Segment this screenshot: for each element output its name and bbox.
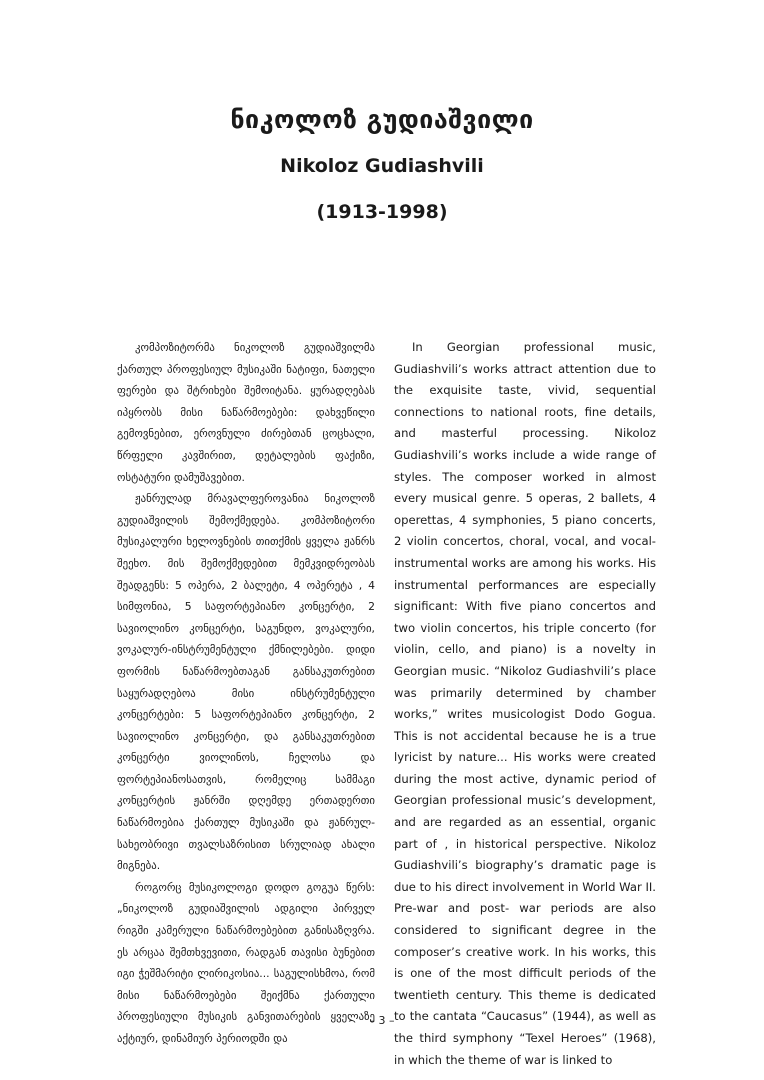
title-georgian: ნიკოლოზ გუდიაშვილი xyxy=(230,105,534,134)
english-paragraph-1: In Georgian professional music, Gudiashvili’s works attract attention due to the exquisite taste, vivid, sequential connections to national roots, fine details, and masterful processing. Nikoloz Gudiashvili’s works include a wide range of styles. The composer worked in almost every musical genre. 5 operas, 2 ballets, 4 operettas, 4 symphonies, 5 piano concerts, 2 violin concertos, choral, vocal, and vocal-instrumental works are among his works. His instrumental performances are especially significant: With five piano concertos and two violin concertos, his triple concerto (for violin, cello, and piano) is a novelty in Georgian music. “Nikoloz Gudiashvili’s place was primarily determined by chamber works,” writes musicologist Dodo Gogua. This is not accidental because he is a true lyricist by nature... His works were created during the most active, dynamic period of Georgian professional music’s development, and are regarded as an essential, organic part of , in historical perspective. Nikoloz Gudiashvili’s biography’s dramatic page is due to his direct involvement in World War II. Pre-war and post- war periods are also considered to significant degree in the composer’s creative work. In his works, this is one of the most difficult periods of the twentieth century. This theme is dedicated to the cantata “Caucasus” (1944), as well as the third symphony “Texel Heroes” (1968), in which the theme of war is linked to xyxy=(394,340,656,1067)
georgian-paragraph-3: როგორც მუსიკოლოგი დოდო გოგუა წერს: „ნიკოლოზ გუდიაშვილის ადგილი პირველ რიგში კამერული ნაწარმოებებით განისაზღვრა. ეს არცაა შემთხვევითი, რადგან თავისი ბუნებით იგი ჭეშმარიტი ლირიკოსია... საგულისხმოა, რომ მისი ნაწარმოებები შეიქმნა ქართული პროფესიული მუსიკის განვითარების ყველაზე აქტიურ, დინამიურ პერიოდში და xyxy=(117,880,375,1045)
georgian-paragraph-1: კომპოზიტორმა ნიკოლოზ გუდიაშვილმა ქართულ პროფესიულ მუსიკაში ნატიფი, ნათელი ფერები და შტრიხები შემოიტანა. ყურადღებას იპყრობს მისი ნაწარმოებები: დახვეწილი გემოვნებით, ეროვნული ძირებთან ცოცხალი, წრფელი კავშირით, დეტალების ფაქიზი, ოსტატური დამუშავებით. xyxy=(117,341,375,484)
title-english: Nikoloz Gudiashvili xyxy=(280,155,484,177)
georgian-paragraph-2: ჟანრულად მრავალფეროვანია ნიკოლოზ გუდიაშვილის შემოქმედება. კომპოზიტორი მუსიკალური ხელოვნების თითქმის ყველა ჟანრს შეეხო. მის შემოქმედებით მემკვიდრეობას შეადგენს: 5 ოპერა, 2 ბალეტი, 4 ოპერეტა , 4 სიმფონია, 5 საფორტეპიანო კონცერტი, 2 სავიოლინო კონცერტი, საგუნდო, ვოკალური, ვოკალურ-ინსტრუმენტული ქმნილებები. დიდი ფორმის ნაწარმოებთაგან განსაკუთრებით საყურადღებოა მისი ინსტრუმენტული კონცერტები: 5 საფორტეპიანო კონცერტი, 2 სავიოლინო კონცერტი, და განსაკუთრებით კონცერტი ვიოლინოს, ჩელოსა და ფორტეპიანოსათვის, რომელიც სამმაგი კონცერტის ჟანრში დღემდე ერთადერთი ნაწარმოებია ქართულ მუსიკაში და ჟანრულ-სახეობრივი თვალსაზრისით სრულიად ახალი მიგნება. xyxy=(117,492,375,873)
georgian-text-column xyxy=(117,337,375,1050)
page-header xyxy=(0,100,764,226)
title-years: (1913-1998) xyxy=(316,201,448,223)
english-text-column xyxy=(394,337,656,1071)
page-number: – 3 – xyxy=(369,1014,395,1027)
